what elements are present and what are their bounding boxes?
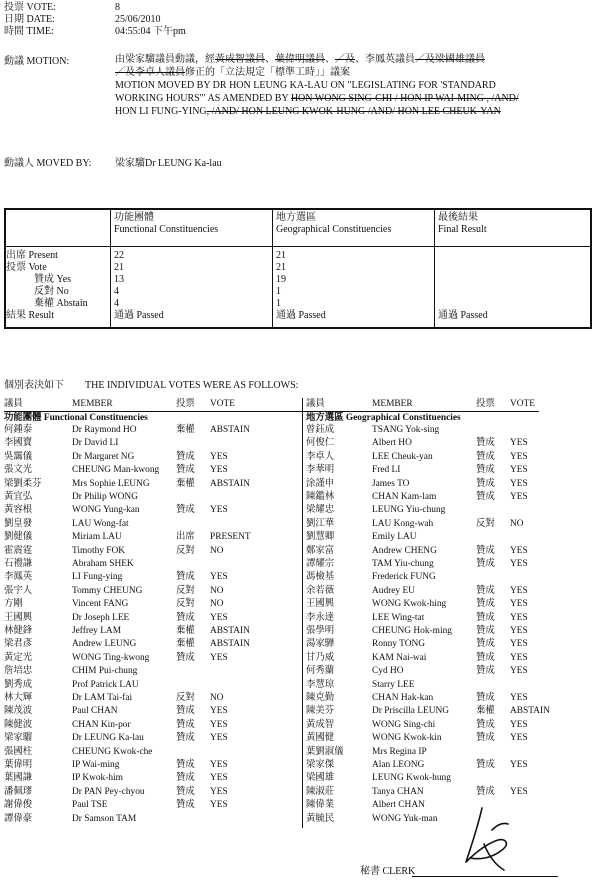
member-name-en: Paul CHAN	[72, 706, 118, 717]
vote-zh: 贊成	[476, 545, 495, 556]
vote-zh: 贊成	[476, 652, 495, 663]
vote-en: YES	[210, 612, 228, 623]
fc-vote: 21	[114, 262, 124, 273]
member-name-zh: 馮檢基	[306, 572, 335, 583]
member-name-zh: 李永達	[306, 612, 335, 623]
mover-value: 梁家騮Dr LEUNG Ka-lau	[115, 158, 222, 169]
vote-en: YES	[510, 478, 528, 489]
table-divider	[6, 246, 590, 247]
table-divider	[110, 210, 111, 327]
vote-zh: 贊成	[176, 451, 195, 462]
col-gc-zh: 地方選區	[276, 212, 316, 223]
member-name-zh: 葉國謙	[4, 773, 33, 784]
vote-zh: 贊成	[176, 719, 195, 730]
member-name-en: CHAN Kam-lam	[372, 492, 437, 502]
final-result: 通過 Passed	[438, 310, 488, 321]
struck-amenders: , /AND/ HON LEUNG KWOK-HUNG /AND/ HON LEE CHEUK-YAN	[206, 106, 501, 117]
row-yes-label: 贊成 Yes	[34, 274, 72, 285]
member-name-zh: 陳茂波	[4, 706, 33, 717]
vote-en: ABSTAIN	[510, 706, 550, 717]
fc-result: 通過 Passed	[114, 310, 164, 321]
member-name-zh: 梁君彥	[4, 639, 33, 650]
fc-yes: 13	[114, 274, 124, 285]
member-name-en: CHEUNG Hok-ming	[372, 626, 452, 636]
struck-amenders: HON WONG SING-CHI / HON IP WAI-MING , /AND/	[290, 93, 519, 104]
vote-zh: 贊成	[176, 760, 195, 770]
member-name-zh: 張國柱	[4, 746, 33, 757]
time-label: 時間 TIME:	[4, 26, 54, 37]
fc-no: 4	[114, 286, 119, 297]
member-name-zh: 劉皇發	[4, 518, 33, 529]
votes-intro-en: THE INDIVIDUAL VOTES WERE AS FOLLOWS:	[85, 380, 299, 391]
mover-label: 動議人 MOVED BY:	[4, 158, 92, 169]
member-name-zh: 陳淑莊	[306, 786, 335, 797]
member-name-zh: 李國寶	[4, 438, 33, 449]
vote-en: ABSTAIN	[210, 425, 250, 435]
vote-zh: 贊成	[176, 706, 195, 717]
member-name-en: CHEUNG Kwok-che	[72, 746, 153, 757]
member-name-en: Dr Raymond HO	[72, 425, 137, 435]
vote-en: YES	[210, 451, 228, 462]
date-label: 日期 DATE:	[4, 14, 55, 25]
motion-zh-amender: 、李鳳英議員	[355, 54, 415, 65]
vote-en: ABSTAIN	[210, 639, 250, 650]
vote-zh: 反對	[176, 545, 195, 556]
member-name-en: KAM Nai-wai	[372, 652, 427, 663]
vote-en: YES	[510, 652, 528, 663]
functional-section-title: 功能團體 Functional Constituencies	[4, 413, 148, 423]
member-name-en: Dr Priscilla LEUNG	[372, 706, 450, 717]
gc-vote: 21	[276, 262, 286, 273]
col-final-zh: 最後結果	[438, 212, 478, 223]
vote-en: NO	[210, 585, 224, 596]
vote-zh: 贊成	[176, 612, 195, 623]
member-name-en: Ronny TONG	[372, 639, 426, 650]
member-name-zh: 林大輝	[4, 693, 33, 703]
vote-en: YES	[510, 438, 528, 449]
votes-column-divider	[302, 398, 303, 828]
member-name-en: Dr Margaret NG	[72, 451, 135, 462]
vote-zh: 贊成	[176, 505, 195, 516]
member-name-zh: 譚偉豪	[4, 813, 33, 824]
motion-text-en-line1: MOTION MOVED BY DR HON LEUNG KA-LAU ON "LEGISLATING FOR 'STANDARD	[115, 80, 496, 91]
member-name-zh: 劉秀成	[4, 679, 33, 690]
member-name-zh: 林健鋒	[4, 626, 33, 636]
vote-en: NO	[210, 545, 224, 556]
member-name-en: Timothy FOK	[72, 545, 126, 556]
clerk-label: 秘書 CLERK	[360, 866, 416, 877]
vote-zh: 贊成	[476, 639, 495, 650]
vote-en: NO	[210, 693, 224, 703]
vote-zh: 贊成	[176, 652, 195, 663]
vote-en: YES	[210, 706, 228, 717]
member-name-zh: 梁家騮	[4, 733, 33, 744]
vote-en: YES	[510, 786, 528, 797]
vote-zh: 棄權	[176, 478, 195, 489]
member-name-zh: 陳克勤	[306, 693, 335, 703]
member-name-zh: 方剛	[4, 599, 23, 610]
col-fc-en: Functional Constituencies	[114, 224, 219, 235]
member-name-zh: 湯家驊	[306, 639, 335, 650]
vote-en: YES	[210, 800, 228, 811]
right-head-vote-zh: 投票	[476, 399, 495, 409]
vote-en: YES	[210, 572, 228, 583]
vote-en: PRESENT	[210, 532, 251, 543]
vote-zh: 贊成	[476, 786, 495, 797]
member-name-en: Emily LAU	[372, 532, 417, 543]
member-name-zh: 陳美芬	[306, 706, 335, 717]
member-name-en: Dr David LI	[72, 438, 119, 449]
member-name-zh: 潘佩璆	[4, 786, 33, 797]
member-name-en: Cyd HO	[372, 666, 404, 677]
vote-zh: 贊成	[476, 585, 495, 596]
vote-zh: 贊成	[476, 465, 495, 476]
vote-zh: 棄權	[176, 626, 195, 636]
member-name-zh: 劉江華	[306, 518, 335, 529]
vote-en: YES	[210, 786, 228, 797]
member-name-zh: 葉劉淑儀	[306, 746, 344, 757]
gc-result: 通過 Passed	[276, 310, 326, 321]
member-name-en: WONG Sing-chi	[372, 719, 436, 730]
vote-en: YES	[210, 652, 228, 663]
member-name-en: Jeffrey LAM	[72, 626, 122, 636]
row-present-label: 出席 Present	[6, 250, 58, 261]
member-name-zh: 詹培忠	[4, 666, 33, 677]
motion-text-en-line3	[115, 106, 501, 118]
member-name-en: Fred LI	[372, 465, 401, 476]
vote-en: YES	[210, 465, 228, 476]
member-name-zh: 黃宜弘	[4, 492, 33, 502]
vote-en: YES	[510, 465, 528, 476]
vote-zh: 贊成	[476, 492, 495, 502]
vote-en: YES	[210, 505, 228, 516]
member-name-en: LI Fung-ying	[72, 572, 123, 583]
member-name-en: Tanya CHAN	[372, 786, 424, 797]
motion-zh-sep: 、	[265, 54, 275, 65]
vote-zh: 贊成	[476, 451, 495, 462]
member-name-zh: 譚耀宗	[306, 559, 335, 569]
votes-intro-zh: 個別表決如下	[4, 380, 64, 391]
struck-and: ／及	[115, 67, 135, 78]
member-name-zh: 李慧琼	[306, 679, 335, 690]
vote-zh: 反對	[176, 585, 195, 596]
clerk-signature	[452, 800, 522, 880]
vote-en: YES	[510, 451, 528, 462]
member-name-en: CHAN Kin-por	[72, 719, 131, 730]
vote-zh: 贊成	[176, 773, 195, 784]
member-name-zh: 甘乃威	[306, 652, 335, 663]
vote-zh: 贊成	[476, 599, 495, 610]
member-name-en: Dr Samson TAM	[72, 813, 137, 824]
member-name-zh: 李鳳英	[4, 572, 33, 583]
member-name-en: CHIM Pui-chung	[72, 666, 138, 677]
col-final-en: Final Result	[438, 224, 487, 235]
member-name-zh: 陳健波	[4, 719, 33, 730]
vote-zh: 贊成	[176, 465, 195, 476]
vote-en: NO	[210, 599, 224, 610]
member-name-en: WONG Yuk-man	[372, 813, 438, 824]
vote-en: YES	[510, 559, 528, 569]
struck-and: ／及	[415, 54, 435, 65]
motion-text-zh-line2	[115, 67, 350, 79]
member-name-en: Frederick FUNG	[372, 572, 436, 583]
member-name-zh: 梁家傑	[306, 760, 335, 770]
motion-en-amender: HON LI FUNG-YING	[115, 106, 207, 117]
member-name-zh: 何鍾泰	[4, 425, 33, 435]
member-name-zh: 陳偉業	[306, 800, 335, 811]
member-name-zh: 涂謹申	[306, 478, 335, 489]
vote-en: YES	[510, 585, 528, 596]
member-name-en: Miriam LAU	[72, 532, 122, 543]
vote-zh: 贊成	[176, 733, 195, 744]
fc-present: 22	[114, 250, 124, 261]
member-name-en: Paul TSE	[72, 800, 108, 811]
member-name-zh: 李卓人	[306, 451, 335, 462]
member-name-en: CHAN Hak-kan	[372, 693, 434, 703]
vote-zh: 贊成	[476, 693, 495, 703]
member-name-zh: 梁劉柔芬	[4, 478, 42, 489]
motion-text-en-line2	[115, 93, 519, 105]
time-value: 04:55:04 下午pm	[115, 26, 186, 37]
member-name-zh: 黃定光	[4, 652, 33, 663]
vote-zh: 反對	[476, 518, 495, 529]
vote-zh: 贊成	[176, 800, 195, 811]
votes-header-rule	[4, 411, 539, 412]
member-name-zh: 張學明	[306, 626, 335, 636]
motion-en-text: WORKING HOURS'" AS AMENDED BY	[115, 93, 291, 104]
vote-en: YES	[510, 666, 528, 677]
member-name-en: Mrs Sophie LEUNG	[72, 478, 150, 489]
gc-abstain: 1	[276, 298, 281, 309]
vote-zh: 贊成	[476, 438, 495, 449]
member-name-zh: 何秀蘭	[306, 666, 335, 677]
member-name-en: IP Wai-ming	[72, 760, 120, 770]
member-name-en: WONG Kwok-hing	[372, 599, 447, 610]
motion-zh-text: 修正的「立法規定「標準工時」」議案	[185, 67, 350, 78]
vote-en: YES	[510, 719, 528, 730]
left-head-vote-zh: 投票	[176, 399, 195, 409]
member-name-en: Dr PAN Pey-chyou	[72, 786, 145, 797]
member-name-zh: 黃成智	[306, 719, 335, 730]
signature-line	[412, 876, 558, 877]
member-name-en: Audrey EU	[372, 585, 415, 596]
gc-yes: 19	[276, 274, 286, 285]
vote-zh: 贊成	[476, 559, 495, 569]
member-name-zh: 葉偉明	[4, 760, 33, 770]
vote-zh: 反對	[176, 693, 195, 703]
member-name-zh: 張文光	[4, 465, 33, 476]
member-name-zh: 吳靄儀	[4, 451, 33, 462]
table-divider	[272, 210, 273, 327]
vote-en: YES	[210, 733, 228, 744]
vote-zh: 贊成	[476, 478, 495, 489]
struck-and: ／及	[335, 54, 355, 65]
vote-number-value: 8	[115, 2, 120, 13]
vote-zh: 贊成	[476, 612, 495, 623]
struck-amender: 梁國雄議員	[435, 54, 485, 65]
vote-zh: 贊成	[476, 626, 495, 636]
member-name-en: LEUNG Yiu-chung	[372, 505, 446, 516]
member-name-en: Andrew CHENG	[372, 545, 437, 556]
vote-en: YES	[510, 492, 528, 502]
member-name-en: Dr LAM Tai-fai	[72, 693, 133, 703]
member-name-en: Vincent FANG	[72, 599, 129, 610]
member-name-zh: 梁耀忠	[306, 505, 335, 516]
row-vote-label: 投票 Vote	[6, 262, 47, 273]
vote-en: YES	[210, 760, 228, 770]
member-name-zh: 鄭家富	[306, 545, 335, 556]
gc-present: 21	[276, 250, 286, 261]
left-head-member-en: MEMBER	[72, 399, 113, 409]
row-result-label: 結果 Result	[6, 310, 55, 321]
member-name-en: Albert HO	[372, 438, 412, 449]
vote-en: ABSTAIN	[210, 478, 250, 489]
member-name-en: IP Kwok-him	[72, 773, 123, 784]
member-name-zh: 霍震霆	[4, 545, 33, 556]
member-name-zh: 李華明	[306, 465, 335, 476]
member-name-en: WONG Ting-kwong	[72, 652, 150, 663]
member-name-en: Prof Patrick LAU	[72, 679, 139, 690]
left-head-member-zh: 議員	[4, 399, 23, 409]
gc-no: 1	[276, 286, 281, 297]
vote-en: NO	[510, 518, 524, 529]
member-name-en: LAU Wong-fat	[72, 518, 129, 529]
right-head-member-zh: 議員	[306, 399, 325, 409]
motion-label: 動議 MOTION:	[4, 56, 70, 67]
motion-text-zh-line1	[115, 54, 485, 66]
fc-abstain: 4	[114, 298, 119, 309]
member-name-en: Abraham SHEK	[72, 559, 134, 569]
vote-zh: 贊成	[176, 572, 195, 583]
member-name-en: TAM Yiu-chung	[372, 559, 434, 569]
member-name-en: Dr Philip WONG	[72, 492, 138, 502]
vote-zh: 贊成	[476, 719, 495, 730]
summary-table	[4, 208, 592, 329]
date-value: 25/06/2010	[115, 14, 161, 25]
vote-en: YES	[510, 626, 528, 636]
vote-en: YES	[210, 719, 228, 730]
vote-en: YES	[510, 599, 528, 610]
vote-zh: 出席	[176, 532, 195, 543]
member-name-zh: 余若薇	[306, 585, 335, 596]
member-name-zh: 何俊仁	[306, 438, 335, 449]
member-name-en: Dr LEUNG Ka-lau	[72, 733, 144, 744]
member-name-zh: 梁國雄	[306, 773, 335, 784]
member-name-zh: 劉健儀	[4, 532, 33, 543]
struck-amender: 葉偉明議員	[275, 54, 325, 65]
member-name-en: Tommy CHEUNG	[72, 585, 143, 596]
member-name-en: TSANG Yok-sing	[372, 425, 440, 435]
col-fc-zh: 功能團體	[114, 212, 154, 223]
vote-zh: 棄權	[176, 425, 195, 435]
member-name-en: CHEUNG Man-kwong	[72, 465, 160, 476]
vote-number-label: 投票 VOTE:	[4, 2, 56, 13]
vote-zh: 反對	[176, 599, 195, 610]
member-name-zh: 王國興	[306, 599, 335, 610]
vote-en: ABSTAIN	[210, 626, 250, 636]
vote-zh: 棄權	[476, 706, 495, 717]
member-name-en: WONG Yung-kan	[72, 505, 140, 516]
member-name-zh: 張宇人	[4, 585, 33, 596]
vote-en: YES	[510, 760, 528, 770]
vote-zh: 贊成	[476, 760, 495, 770]
member-name-en: Albert CHAN	[372, 800, 425, 811]
vote-zh: 贊成	[476, 733, 495, 744]
member-name-zh: 王國興	[4, 612, 33, 623]
geographical-section-title: 地方選區 Geographical Constituencies	[306, 413, 461, 423]
left-head-vote-en: VOTE	[210, 399, 235, 409]
member-name-zh: 石禮謙	[4, 559, 33, 569]
vote-zh: 棄權	[176, 639, 195, 650]
vote-en: YES	[510, 639, 528, 650]
motion-zh-sep: 、	[325, 54, 335, 65]
member-name-en: LAU Kong-wah	[372, 518, 434, 529]
member-name-zh: 陳鑑林	[306, 492, 335, 502]
member-name-zh: 黃國健	[306, 733, 335, 744]
member-name-en: Dr Joseph LEE	[72, 612, 130, 623]
struck-amender: 李卓人議員	[135, 67, 185, 78]
member-name-zh: 黃毓民	[306, 813, 335, 824]
member-name-en: Andrew LEUNG	[72, 639, 137, 650]
motion-zh-text: 由梁家騮議員動議，經	[115, 54, 215, 65]
member-name-zh: 曾鈺成	[306, 425, 335, 435]
struck-amender: 黃成智議員	[215, 54, 265, 65]
vote-en: YES	[510, 733, 528, 744]
member-name-en: James TO	[372, 478, 410, 489]
member-name-en: LEUNG Kwok-hung	[372, 773, 451, 784]
member-name-zh: 謝偉俊	[4, 800, 33, 811]
member-name-en: Alan LEONG	[372, 760, 425, 770]
table-divider	[434, 210, 435, 327]
member-name-en: LEE Wing-tat	[372, 612, 425, 623]
vote-en: YES	[510, 693, 528, 703]
member-name-en: Starry LEE	[372, 679, 415, 690]
member-name-en: LEE Cheuk-yan	[372, 451, 433, 462]
vote-zh: 贊成	[476, 666, 495, 677]
vote-en: YES	[510, 612, 528, 623]
member-name-zh: 黃容根	[4, 505, 33, 516]
vote-zh: 贊成	[176, 786, 195, 797]
row-abstain-label: 棄權 Abstain	[34, 298, 88, 309]
right-head-vote-en: VOTE	[510, 399, 535, 409]
row-no-label: 反對 No	[34, 286, 69, 297]
member-name-zh: 劉慧卿	[306, 532, 335, 543]
col-gc-en: Geographical Constituencies	[276, 224, 392, 235]
vote-en: YES	[510, 545, 528, 556]
member-name-en: WONG Kwok-kin	[372, 733, 442, 744]
right-head-member-en: MEMBER	[372, 399, 413, 409]
vote-en: YES	[210, 773, 228, 784]
member-name-en: Mrs Regina IP	[372, 746, 427, 757]
